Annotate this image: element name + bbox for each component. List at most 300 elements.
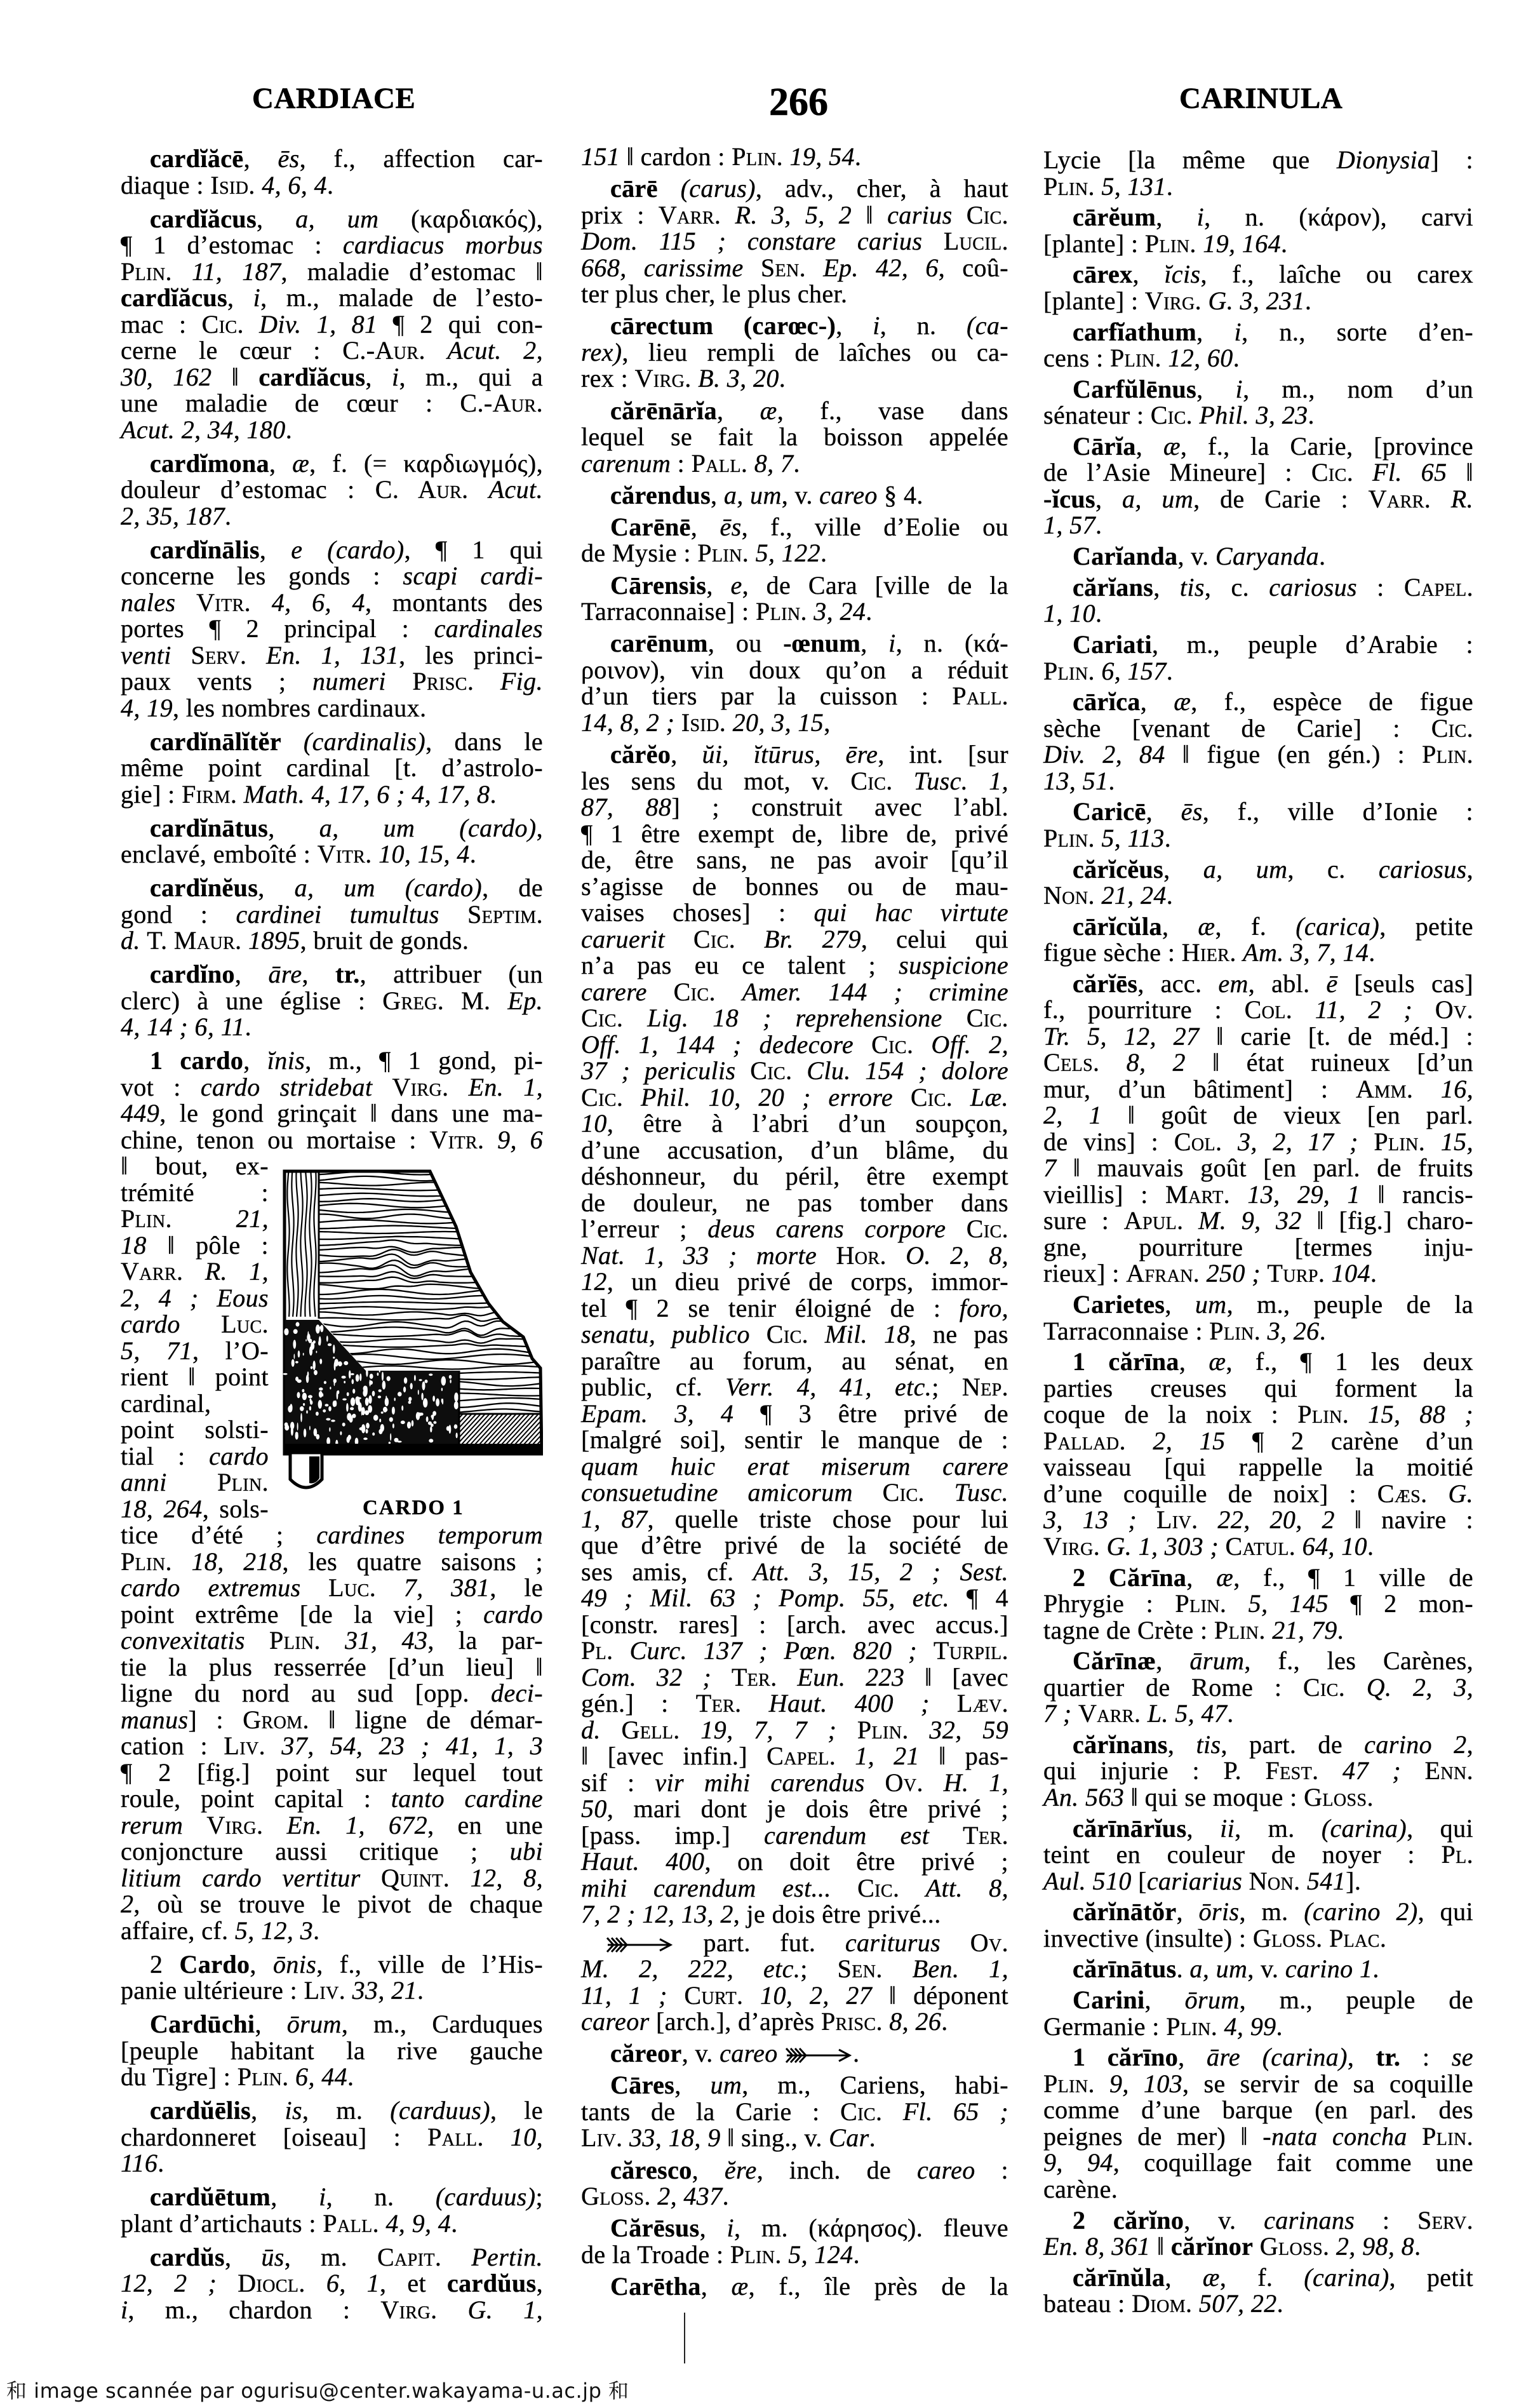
text-run: . [853, 2039, 860, 2068]
wood-speck [381, 1411, 384, 1413]
dictionary-entry [581, 2215, 1008, 2268]
wood-speck [365, 1410, 369, 1415]
entry-line [121, 337, 543, 364]
text-run: . [779, 364, 786, 393]
dictionary-entry [1043, 574, 1473, 627]
entry-line [1043, 1700, 1473, 1727]
author-abbreviation: Firm. [182, 779, 238, 809]
wood-speck [302, 1389, 304, 1392]
italic-run: O. 2, 8, [906, 1240, 1009, 1270]
entry-line [581, 1822, 1008, 1849]
wood-speck [291, 1359, 295, 1367]
text-run: , petite [1379, 911, 1473, 941]
wood-speck [423, 1398, 427, 1408]
text-run: , [706, 570, 731, 600]
italic-run: se [1451, 2043, 1473, 2072]
entry-line [1043, 1564, 1473, 1591]
author-abbreviation: Plin. [1209, 1316, 1261, 1345]
text-run: d’un tiers par la cuisson : [581, 682, 953, 711]
text-run: : [1355, 2205, 1417, 2235]
author-abbreviation: Isid. [681, 708, 726, 737]
text-run [925, 1478, 954, 1507]
entry-line [121, 695, 543, 722]
dictionary-entry [1043, 856, 1473, 909]
italic-run: 10, 2, 27 [760, 1980, 873, 2010]
italic-run: 10, [510, 2122, 543, 2151]
dictionary-entry [121, 537, 543, 722]
author-abbreviation: Cic. [673, 977, 716, 1006]
italic-run: Math. 4, 17, 6 ; 4, 17, 8 [243, 779, 490, 809]
author-abbreviation: Cic. [1150, 401, 1193, 430]
text-run: . [1108, 766, 1115, 795]
text-run: , [824, 708, 831, 737]
text-run: . [347, 2062, 354, 2091]
wood-speck [358, 1402, 362, 1412]
wood-speck [392, 1407, 395, 1415]
entry-line [1043, 1987, 1473, 2013]
text-run: , ¶ 1 qui [404, 535, 543, 564]
entry-line [121, 145, 543, 172]
text-run: . [1164, 823, 1172, 852]
italic-run: careo [819, 480, 878, 509]
text-run [836, 1742, 855, 1770]
text-run: , de [482, 873, 543, 902]
dictionary-entry [581, 630, 1008, 736]
wood-speck [378, 1395, 381, 1398]
text-run: : [1400, 2043, 1452, 2072]
entry-line [121, 2150, 543, 2177]
text-run: mur, d’un bâtiment] : [1043, 1074, 1356, 1103]
entry-line [581, 1532, 1008, 1559]
author-abbreviation: Plin. [1166, 2012, 1218, 2041]
text-run: teint en couleur de noyer : [1043, 1840, 1442, 1869]
author-abbreviation: Cic. [1431, 713, 1473, 743]
italic-run: 64, 10 [1302, 1531, 1367, 1561]
text-run: , montants des [365, 588, 543, 617]
italic-run: ii [1220, 1813, 1235, 1843]
dictionary-entry [1043, 261, 1473, 314]
italic-run: Off. 1, 144 ; dedecore [581, 1030, 854, 1059]
entry-line [1043, 997, 1473, 1023]
text-run [449, 1073, 469, 1101]
italic-run: litium cardo vertitur [121, 1863, 361, 1892]
italic-run: cardo [209, 1441, 269, 1470]
wood-speck [328, 1343, 331, 1346]
text-run: ‖ [211, 362, 259, 391]
text-run [217, 2269, 238, 2297]
italic-run: Verr. 4, 41, etc. [725, 1373, 932, 1401]
entry-line [581, 1848, 1008, 1875]
text-run [680, 1716, 701, 1744]
italic-run: Læ. [970, 1082, 1009, 1112]
entry-line [121, 1549, 543, 1575]
dictionary-entry [121, 1951, 543, 2004]
headword: cărīnārĭus [1073, 1813, 1187, 1843]
text-run: vieillis] : [1043, 1179, 1166, 1209]
wood-speck [352, 1389, 355, 1394]
author-abbreviation: C.-Aur. [342, 336, 425, 365]
italic-run: cariosus [1378, 854, 1467, 884]
text-run: , m., Cariens, habi- [742, 2071, 1008, 2100]
italic-run: foro, [959, 1293, 1008, 1322]
author-abbreviation: T. Maur. [147, 926, 242, 955]
dictionary-entry [1043, 433, 1473, 539]
italic-run: 37, 54, 23 ; 41, 1, 3 [281, 1731, 543, 1760]
text-run: , m., nom d’un [1243, 374, 1473, 403]
text-run: , v. [1247, 1954, 1285, 1984]
text-run: , int. [sur [878, 740, 1008, 769]
entry-line [1043, 658, 1473, 685]
author-abbreviation: Plin. [1297, 1400, 1349, 1429]
text-run: . [793, 448, 800, 478]
headword: cărīnātus [1073, 1954, 1177, 1984]
text-run: d’une coquille de noix] : [1043, 1479, 1377, 1508]
wood-speck [408, 1401, 412, 1404]
italic-run: Ep. [507, 986, 544, 1015]
text-run: , f., les Carènes, [1244, 1646, 1473, 1676]
entry-line [121, 1918, 543, 1944]
entry-line [1043, 939, 1473, 966]
author-abbreviation: Hor. [836, 1240, 887, 1270]
text-run: , quelle triste chose pour lui [647, 1504, 1009, 1533]
headword: cărĭnor [1170, 2232, 1254, 2261]
text-run: vot : [121, 1072, 201, 1101]
italic-run: æ [1209, 1347, 1226, 1376]
text-run: panie ultérieure : [121, 1976, 304, 2005]
text-run: vaisseau [qui rappelle la moitié [1043, 1453, 1473, 1482]
entry-line [581, 1796, 1008, 1822]
headword: 1 cărīna [1073, 1347, 1179, 1376]
entry-line [581, 1956, 1008, 1982]
text-run: ses amis, cf. [581, 1557, 753, 1586]
italic-run: Q. 2, 3, [1366, 1672, 1474, 1702]
entry-line [1043, 543, 1473, 570]
author-abbreviation: Cic. [857, 1873, 900, 1902]
text-run: , où se trouve le pivot de chaque [133, 1890, 543, 1918]
wood-speck [449, 1375, 452, 1379]
text-run: carène. [1043, 2174, 1118, 2203]
italic-run: 11, 187 [191, 257, 281, 286]
wood-speck [319, 1359, 322, 1364]
text-run [1427, 1479, 1448, 1508]
text-run: ‖ état ruineux [d’un [1185, 1048, 1473, 1077]
headword: cārĕum [1073, 203, 1156, 232]
text-run: invective (insulte) : [1043, 1923, 1253, 1952]
author-abbreviation: C.-Aur. [460, 389, 543, 417]
text-run: sèche [venant de Carie] : [1043, 713, 1431, 743]
italic-run: 541 [1306, 1866, 1346, 1895]
text-run: , [536, 2269, 544, 2297]
entry-line [121, 1977, 543, 2004]
text-run [711, 1663, 732, 1691]
text-run: , m., peuple de [1239, 1986, 1473, 2015]
entry-line [1043, 1375, 1473, 1402]
italic-run: B. 3, 20 [698, 364, 779, 393]
author-abbreviation: Hier. [1181, 938, 1236, 967]
entry-line [581, 979, 1008, 1005]
author-abbreviation: Luc. [221, 1310, 269, 1338]
author-abbreviation: Pall. [691, 448, 748, 478]
entry-line [1043, 1023, 1473, 1050]
headword: căresco [610, 2155, 692, 2184]
italic-run: āre [268, 960, 302, 988]
headword: cardĭăcus [258, 362, 366, 391]
wood-speck [335, 1401, 337, 1407]
text-run: [plante] : [1043, 229, 1145, 258]
wood-speck [359, 1373, 361, 1381]
italic-run: carere [581, 977, 647, 1006]
dictionary-entry [1043, 1731, 1473, 1811]
text-run [1193, 401, 1199, 429]
text-run [651, 2182, 657, 2210]
text-run: ροινον), vin doux qu’on a réduit [581, 655, 1008, 684]
text-run [1095, 172, 1101, 201]
wood-speck [308, 1395, 312, 1398]
italic-run: 1, 21 [855, 1742, 920, 1770]
italic-run: i [391, 362, 399, 391]
headword: cārex [1073, 260, 1133, 289]
text-run: tel ¶ 2 se tenir éloigné de : [581, 1293, 960, 1322]
text-run: , et [379, 2269, 447, 2297]
entry-line [581, 450, 1008, 477]
wood-speck [309, 1406, 311, 1411]
text-run [441, 2243, 471, 2271]
italic-run: R. 3, 5, 2 [735, 200, 852, 229]
text-run: , m. [1235, 1813, 1322, 1843]
author-abbreviation: Cic. [966, 1214, 1009, 1243]
italic-run: um [710, 2071, 742, 2100]
text-run: . [1414, 2232, 1421, 2261]
italic-run: 11, 1 ; [581, 1980, 667, 2010]
text-run: , f., la Carie, [province [1180, 431, 1473, 460]
text-run: ‖ pas- [919, 1742, 1008, 1770]
text-run: clerc) à une église : [121, 986, 383, 1015]
wood-speck [290, 1422, 294, 1430]
italic-run: i [121, 2295, 128, 2324]
author-abbreviation: Plin. [121, 1547, 172, 1576]
dictionary-entry [581, 2040, 1008, 2067]
text-run: tie la plus resserrée [d’un lieu] ‖ [121, 1652, 543, 1681]
headword: cărēnārĭa [610, 396, 717, 425]
text-run: , c. [1204, 572, 1269, 602]
text-run [930, 1689, 957, 1717]
entry-line [1043, 1207, 1473, 1234]
text-run: de la Troade : [581, 2240, 730, 2269]
text-run: , n., sorte d’en- [1242, 317, 1473, 346]
text-run: , [1167, 1730, 1196, 1759]
author-abbreviation: Plin. [269, 1626, 321, 1655]
headword: Caricē [1073, 797, 1146, 826]
italic-run: 2, 35, 187 [121, 501, 225, 530]
italic-run: (carica) [1296, 911, 1380, 941]
entry-line [1043, 689, 1473, 715]
wood-speck [316, 1351, 318, 1354]
headword: cărĭans [1073, 572, 1154, 602]
italic-run: En. 8, 361 [1043, 2232, 1151, 2261]
italic-run: ōnis [272, 1949, 317, 1979]
entry-line [581, 1137, 1008, 1164]
wood-speck [372, 1391, 375, 1397]
entry-line [1043, 631, 1473, 658]
text-run: ]. [1346, 1866, 1362, 1895]
wood-speck [389, 1417, 393, 1421]
text-run [1200, 1259, 1206, 1287]
wood-speck [363, 1437, 368, 1440]
wood-speck [342, 1399, 347, 1401]
text-run: , m., peuple de la [1226, 1290, 1473, 1319]
entry-line [121, 172, 543, 199]
text-run: , les quatre saisons ; [282, 1547, 544, 1576]
author-abbreviation: Cic. [966, 200, 1008, 229]
wood-speck [365, 1397, 369, 1406]
text-run: une maladie de cœur : [121, 389, 460, 417]
entry-line [581, 482, 1008, 509]
italic-run: ēs [1181, 797, 1203, 826]
headword: Cardo [179, 1949, 250, 1979]
text-run: gne, pourriture [termes inju- [1043, 1232, 1473, 1261]
entry-line [121, 537, 543, 563]
text-run: , acc. [1137, 969, 1219, 998]
headword: Carini [1073, 1986, 1145, 2015]
entry-line [581, 821, 1008, 847]
text-run: , [234, 960, 269, 988]
wood-speck [352, 1414, 356, 1418]
author-abbreviation: Plin. [755, 597, 807, 626]
entry-line [581, 1005, 1008, 1032]
text-run: ‖ rancis- [1360, 1179, 1473, 1209]
headword: tr. [1376, 2043, 1401, 2072]
italic-run: Br. 279 [764, 924, 861, 953]
text-run: , f., ¶ 1 ville de [1233, 1563, 1473, 1592]
dictionary-entry [581, 2072, 1008, 2151]
entry-line [1043, 856, 1473, 883]
entry-line [581, 339, 1008, 366]
text-run: . [853, 2240, 860, 2269]
italic-run: (carduus) [435, 2182, 536, 2211]
entry-line [121, 417, 543, 443]
author-abbreviation: Serv. [191, 640, 247, 669]
italic-run: M. 9, 32 [1198, 1206, 1302, 1235]
text-run [1325, 1259, 1331, 1287]
text-run [923, 1768, 944, 1797]
text-run [379, 2209, 385, 2238]
text-run [244, 310, 259, 339]
text-run: , m., ¶ 1 gond, pi- [305, 1046, 543, 1075]
text-run: § 4. [877, 480, 923, 509]
text-run [1162, 344, 1168, 372]
italic-run: a, um [723, 480, 782, 509]
entry-line [581, 2099, 1008, 2125]
entry-line [121, 1074, 543, 1101]
text-run: ‖ [avec infin.] [581, 1742, 767, 1770]
italic-run: careo [720, 2039, 778, 2068]
entry-line [121, 781, 543, 808]
headword: carēnum [610, 629, 708, 658]
entry-line [1043, 1401, 1473, 1428]
italic-run: tis [1179, 572, 1205, 602]
text-run [658, 174, 681, 203]
author-abbreviation: Sen. [837, 1954, 883, 1983]
italic-run: a, um [1203, 854, 1288, 884]
entry-line [581, 2040, 1008, 2067]
text-run: , [250, 1949, 273, 1979]
text-run [1261, 1317, 1267, 1345]
italic-run: 2, 1 [1043, 1101, 1102, 1130]
italic-run: G. 3, 231 [1208, 286, 1305, 315]
text-run [1230, 1180, 1247, 1209]
text-run: paux vents ; [121, 667, 313, 696]
entry-line [1043, 1481, 1473, 1507]
wood-speck [333, 1357, 335, 1359]
text-run [882, 2097, 902, 2126]
entry-line [1043, 1291, 1473, 1318]
text-run: . [869, 2123, 876, 2153]
text-run [255, 171, 262, 199]
text-run: qui injurie : [1043, 1756, 1224, 1785]
entry-line [581, 1163, 1008, 1190]
text-run [743, 1981, 760, 2010]
entry-line [581, 1611, 1008, 1638]
dictionary-entry [1043, 1291, 1473, 1344]
text-run [883, 1954, 913, 1983]
author-abbreviation: Curt. [684, 1980, 744, 2010]
author-abbreviation: Cic. [910, 1082, 953, 1112]
italic-run: Eun. 223 [797, 1662, 905, 1691]
headword: cardĭmona [150, 448, 270, 478]
italic-run: 5, 124 [788, 2240, 854, 2269]
italic-run: Aul. 510 [1043, 1866, 1132, 1895]
headword: carfĭathum [1073, 317, 1197, 346]
headword: Carēnē [610, 512, 691, 541]
author-abbreviation: Plin. [732, 142, 784, 171]
author-abbreviation: Cic. [850, 766, 893, 795]
wood-speck [285, 1425, 289, 1430]
author-abbreviation: Pall. [952, 682, 1008, 711]
text-run: , [1186, 1813, 1221, 1843]
text-run [893, 767, 914, 795]
dictionary-entry [121, 145, 543, 198]
text-run: , en une [427, 1810, 544, 1839]
author-abbreviation: Plin. [1422, 740, 1473, 769]
italic-run: 19, 164 [1203, 229, 1282, 258]
entry-line [581, 255, 1008, 281]
entry-line [581, 2215, 1008, 2241]
text-run [171, 641, 191, 669]
italic-run: 9, 103 [1109, 2069, 1183, 2098]
entry-line [581, 1401, 1008, 1427]
italic-run: 2 [121, 1890, 134, 1918]
wood-speck [295, 1432, 298, 1435]
italic-run: 5, 145 [1248, 1589, 1329, 1618]
text-run: sénateur : [1043, 401, 1151, 430]
entry-line [121, 1601, 543, 1628]
text-run [450, 1864, 470, 1892]
entry-line [1043, 1757, 1473, 1784]
entry-continuation [1043, 147, 1473, 199]
entry-line [1043, 768, 1473, 795]
author-abbreviation: P. Fest. [1223, 1756, 1319, 1785]
wood-speck [349, 1416, 353, 1423]
text-run: , f., ville d’Ionie : [1202, 797, 1473, 826]
column-1 [121, 145, 543, 2323]
entry-line [1043, 2176, 1473, 2203]
italic-run: 1, 57 [1043, 511, 1095, 540]
text-run: ligne du nord au sud [opp. [121, 1679, 492, 1707]
headword: cărĕo [610, 740, 671, 769]
wood-speck [318, 1400, 322, 1409]
text-run: affaire, cf. [121, 1916, 235, 1945]
italic-run: cardinei tumultus [236, 899, 439, 929]
